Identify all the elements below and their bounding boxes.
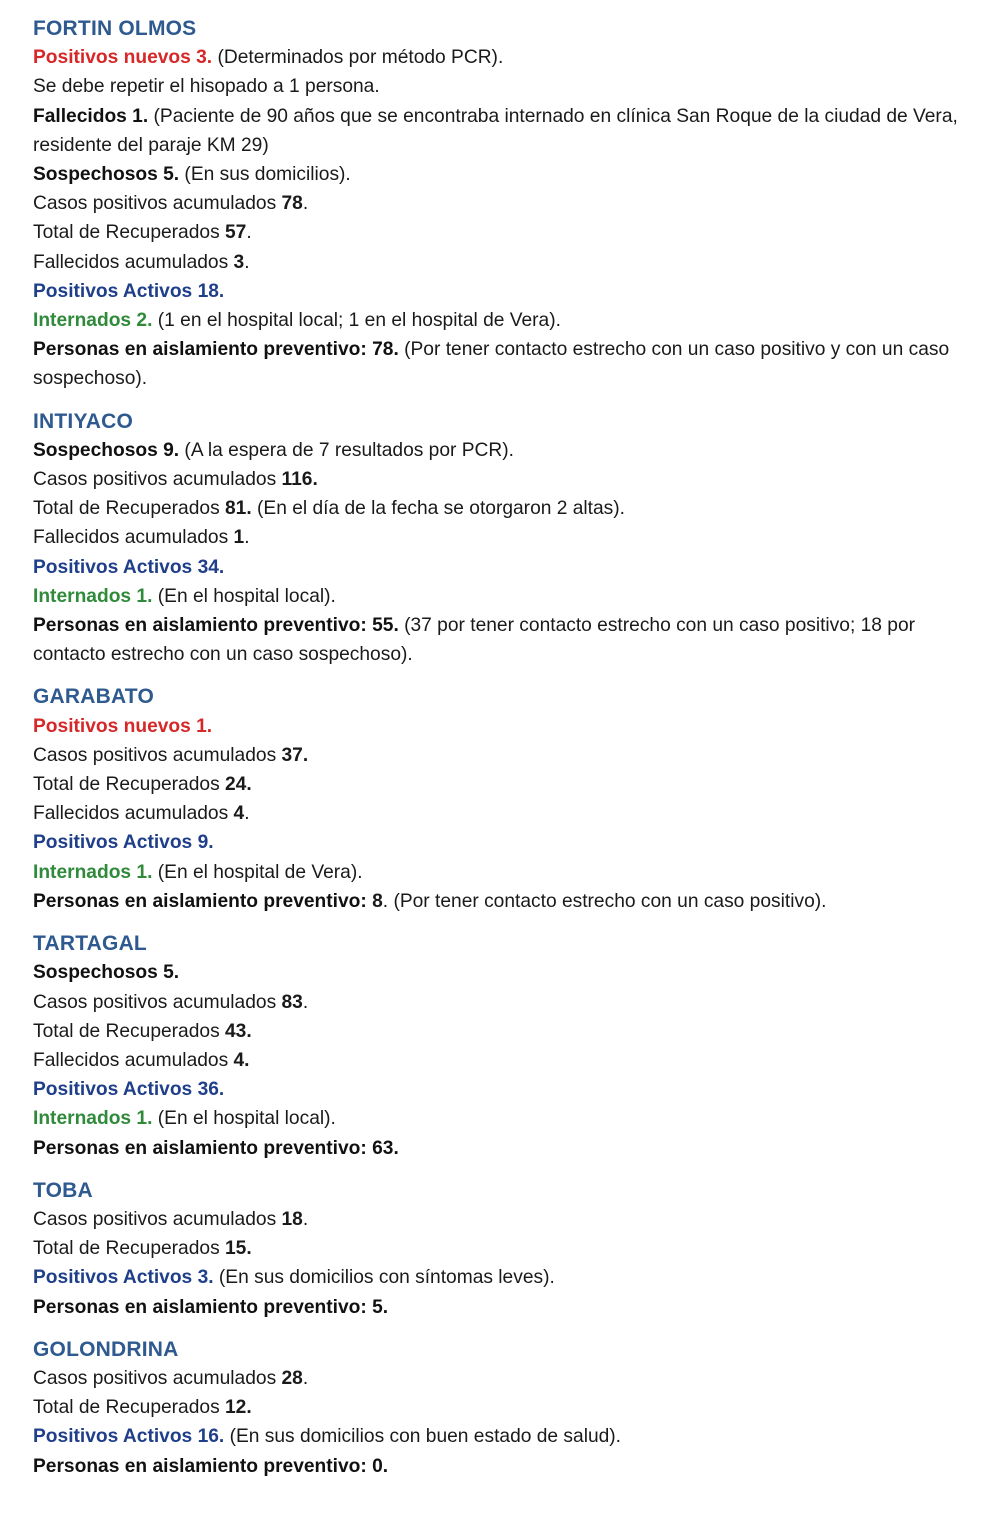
line-label: Positivos nuevos 3. [33,47,213,69]
line-value: 43. [225,1020,252,1042]
line-label: Casos positivos acumulados [33,991,282,1013]
line-note: . [302,991,309,1013]
line-note: . [302,1367,309,1389]
line-value: 12. [225,1397,252,1419]
locality-section [33,1176,970,1322]
line-label: Personas en aislamiento preventivo: 78. [33,339,399,361]
line-label: Casos positivos acumulados [33,744,282,766]
line-label: Total de Recuperados [33,1238,225,1260]
line-label: Internados 1. [33,861,153,883]
line-label: Positivos Activos 18. [33,280,225,302]
locality-title: FORTIN OLMOS [33,17,197,40]
report-line [33,958,970,987]
report-line [33,799,970,828]
locality-title: GARABATO [33,685,154,709]
report-line [33,1075,970,1104]
line-label: Casos positivos acumulados [33,1208,282,1230]
line-note: (En el hospital local). [152,585,336,607]
report-line [33,306,970,335]
report-line [33,218,970,247]
locality-title: GOLONDRINA [33,1337,179,1361]
line-value: 4 [233,803,245,825]
line-label: Internados 1. [33,585,153,607]
locality-section [33,929,970,1163]
report-line [33,335,970,393]
line-value: 81. [225,498,252,520]
report-line [33,611,970,669]
line-note: (Por tener contacto estrecho con un caso positivo y con un caso sospechoso). [33,339,950,390]
report-line [33,1263,970,1292]
line-label: Total de Recuperados [33,1020,225,1042]
line-label: Fallecidos 1. [33,105,149,127]
line-label: Fallecidos acumulados [33,527,234,549]
line-note: . [244,803,250,825]
line-label: Personas en aislamiento preventivo: 55. [33,615,399,637]
line-note: . [244,527,250,549]
report-line [33,1293,970,1322]
report-line [33,277,970,306]
line-label: Personas en aislamiento preventivo: 0. [33,1455,389,1477]
report-line [33,1393,970,1422]
line-value: 78 [281,193,303,215]
line-note: (En sus domicilios). [179,164,351,186]
line-label: Fallecidos acumulados [33,251,234,273]
line-value: 24. [225,774,252,796]
line-value: 83 [281,991,303,1013]
line-label: Casos positivos acumulados [33,1367,282,1389]
line-note: (En el día de la fecha se otorgaron 2 altas). [251,498,626,520]
line-value: 3 [233,251,245,273]
line-label: Casos positivos acumulados [33,469,282,491]
report-line [33,582,970,611]
line-label: Total de Recuperados [33,222,225,244]
locality-title: TOBA [33,1178,93,1202]
line-note: (En el hospital de Vera). [152,861,363,883]
line-value: 15. [225,1238,252,1260]
line-label: Positivos Activos 36. [33,1079,225,1101]
report-line [33,436,970,465]
report-line [33,465,970,494]
report-line [33,248,970,277]
report-line [33,1234,970,1263]
line-note: (Determinados por método PCR). [212,47,504,69]
line-note: (En sus domicilios con síntomas leves). [213,1267,555,1289]
line-label: Positivos Activos 34. [33,556,225,578]
line-note: (A la espera de 7 resultados por PCR). [179,439,514,461]
report-line [33,160,970,189]
line-value: 8 [372,890,383,912]
report-line [33,1452,970,1481]
line-note: (1 en el hospital local; 1 en el hospital de Vera). [152,310,561,332]
line-value: 18 [281,1208,303,1230]
line-label: Internados 2. [33,310,153,332]
report-line [33,102,970,160]
line-label: Total de Recuperados [33,498,225,520]
report-line [33,712,970,741]
line-note: (En sus domicilios con buen estado de salud). [224,1426,622,1448]
line-label: Se debe repetir el hisopado a 1 persona. [33,76,380,98]
report-line [33,1364,970,1393]
report-line [33,1422,970,1451]
line-label: Personas en aislamiento preventivo: [33,890,373,912]
report-line [33,494,970,523]
line-label: Internados 1. [33,1108,153,1130]
report-line [33,988,970,1017]
report-line [33,189,970,218]
report-line [33,858,970,887]
locality-section [33,1335,970,1481]
locality-section [33,682,970,916]
locality-section [33,407,970,670]
line-note: . [246,222,252,244]
line-note: . [302,193,309,215]
locality-title: TARTAGAL [33,932,147,956]
line-value: 116. [281,469,318,491]
line-value: 57 [225,222,247,244]
line-label: Fallecidos acumulados [33,1049,234,1071]
report-line [33,43,970,72]
line-value: 1 [233,527,245,549]
report-line [33,1134,970,1163]
line-note: . [302,1208,309,1230]
line-label: Casos positivos acumulados [33,193,282,215]
report-line [33,828,970,857]
line-note: . [244,251,250,273]
line-note: . (Por tener contacto estrecho con un caso positivo). [382,890,827,912]
report-line [33,1017,970,1046]
line-label: Personas en aislamiento preventivo: 5. [33,1296,389,1318]
line-label: Personas en aislamiento preventivo: 63. [33,1137,399,1159]
line-label: Sospechosos 5. [33,164,180,186]
line-label: Positivos Activos 9. [33,832,214,854]
report-line [33,523,970,552]
report-line [33,1205,970,1234]
report-line [33,887,970,916]
line-note: (Paciente de 90 años que se encontraba internado en clínica San Roque de la ciudad de Vera, residente del paraje KM 29) [33,105,958,156]
report-line [33,72,970,101]
locality-section [33,14,970,394]
line-label: Sospechosos 5. [33,962,180,984]
report-line [33,1104,970,1133]
line-label: Sospechosos 9. [33,439,180,461]
report-line [33,741,970,770]
line-label: Positivos Activos 3. [33,1267,214,1289]
line-value: 4. [233,1049,250,1071]
line-note: (En el hospital local). [152,1108,336,1130]
report-line [33,770,970,799]
line-label: Positivos Activos 16. [33,1426,225,1448]
locality-title: INTIYACO [33,409,134,433]
report-line [33,1046,970,1075]
line-note: (37 por tener contacto estrecho con un caso positivo; 18 por contacto estrecho con un caso sospechoso). [33,615,916,666]
line-value: 37. [281,744,309,766]
line-label: Total de Recuperados [33,774,225,796]
line-label: Total de Recuperados [33,1397,225,1419]
report-line [33,553,970,582]
line-label: Positivos nuevos 1. [33,715,213,737]
line-label: Fallecidos acumulados [33,803,234,825]
line-value: 28 [281,1367,303,1389]
